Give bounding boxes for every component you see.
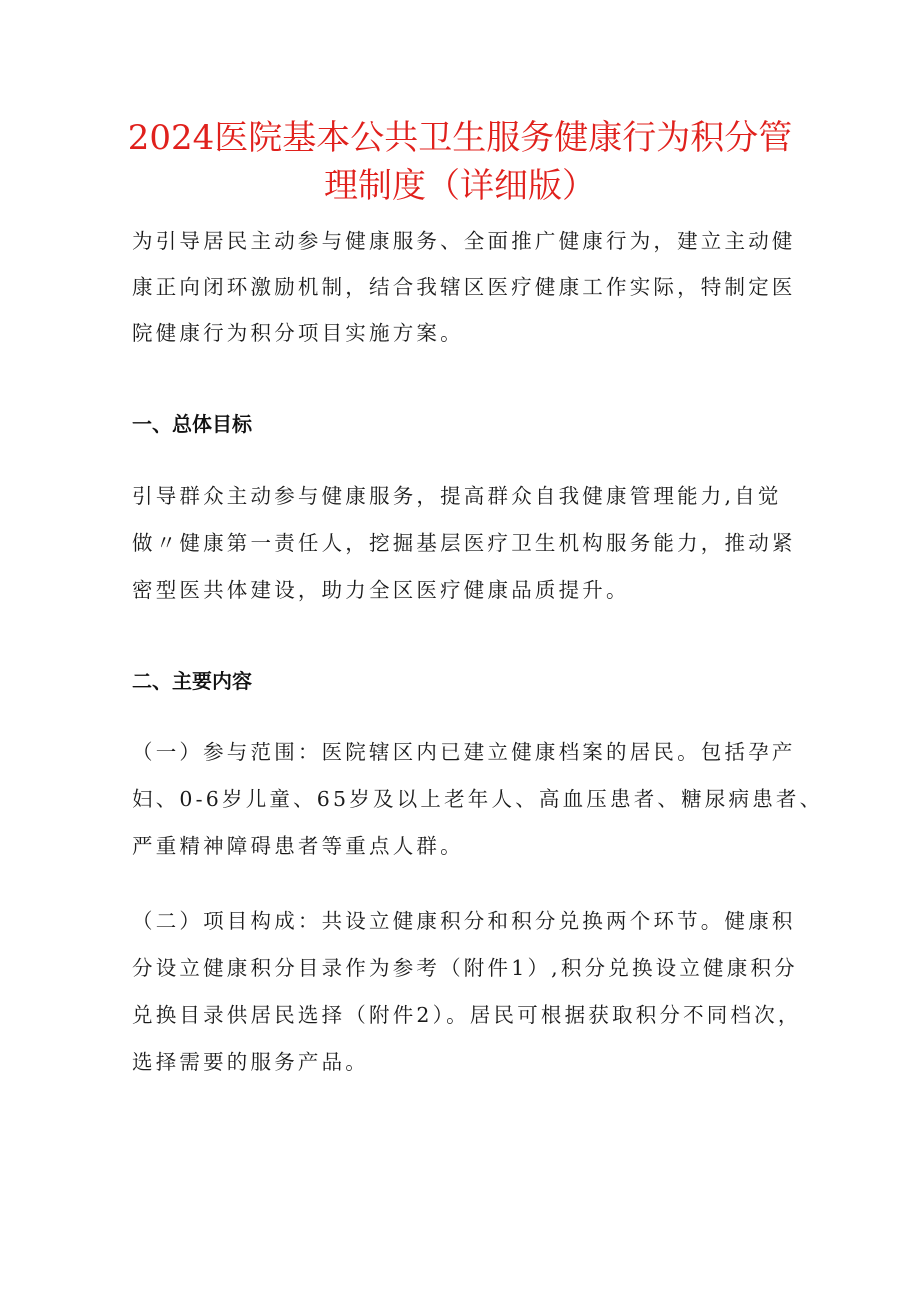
intro-paragraph-line-2: 康正向闭环激励机制，结合我辖区医疗健康工作实际，特制定医 [132, 275, 796, 299]
composition-paragraph-line-2: 分设立健康积分目录作为参考（附件1）,积分兑换设立健康积分 [132, 956, 798, 980]
goal-paragraph-line-2: 做〃健康第一责任人，挖掘基层医疗卫生机构服务能力，推动紧 [132, 531, 796, 555]
scope-paragraph-line-2: 妇、0-6岁儿童、65岁及以上老年人、高血压患者、糖尿病患者、 [132, 787, 824, 811]
composition-paragraph-line-4: 选择需要的服务产品。 [132, 1050, 369, 1074]
intro-paragraph-line-1: 为引导居民主动参与健康服务、全面推广健康行为，建立主动健 [132, 229, 796, 253]
intro-paragraph-line-3: 院健康行为积分项目实施方案。 [132, 321, 464, 345]
composition-paragraph-line-1: （二）项目构成：共设立健康积分和积分兑换两个环节。健康积 [132, 909, 796, 933]
section-heading-main-content: 二、主要内容 [132, 669, 252, 693]
document-title-line-2: 理制度（详细版） [324, 166, 596, 206]
scope-paragraph-line-1: （一）参与范围：医院辖区内已建立健康档案的居民。包括孕产 [132, 740, 796, 764]
document-title-line-1: 2024医院基本公共卫生服务健康行为积分管 [127, 118, 793, 158]
goal-paragraph-line-1: 引导群众主动参与健康服务，提高群众自我健康管理能力,自觉 [132, 484, 782, 508]
section-heading-overall-goal: 一、总体目标 [132, 412, 252, 436]
scope-paragraph-line-3: 严重精神障碍患者等重点人群。 [132, 834, 464, 858]
goal-paragraph-line-3: 密型医共体建设，助力全区医疗健康品质提升。 [132, 578, 630, 602]
composition-paragraph-line-3: 兑换目录供居民选择（附件2）。居民可根据获取积分不同档次， [132, 1003, 802, 1027]
